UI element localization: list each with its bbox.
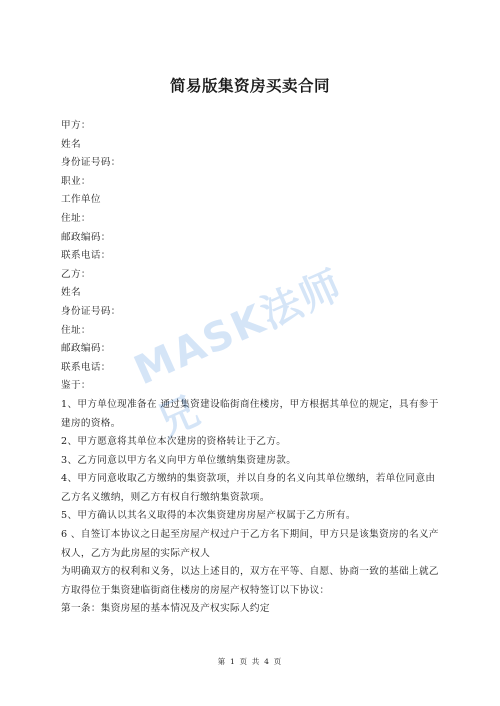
document-title: 简易版集资房买卖合同 [169,77,330,95]
party-b-phone: 联系电话： [61,361,111,373]
clause-3: 3、乙方同意以甲方名义向甲方单位缴纳集资建房款。 [61,454,297,466]
party-a-name: 姓名 [61,138,81,150]
purpose-statement: 为明确双方的权利和义务，以达上述目的，双方在平等、自愿、协商一致的基础上就乙方取得位于集资建临街商住楼房的房屋产权特签订以下协议： [61,566,439,596]
party-a-id: 身份证号码： [61,157,121,169]
party-b-id: 身份证号码： [61,305,121,317]
party-a-heading: 甲方： [61,120,91,131]
clause-5: 5、甲方确认以其名义取得的本次集资建房房屋产权属于乙方所有。 [61,510,356,522]
party-b-name: 姓名 [61,287,81,299]
watermark-text: MASK法师兄 [127,261,350,447]
party-a-phone: 联系电话： [61,250,111,262]
party-b-heading: 乙方： [61,268,91,280]
page-number: 第 1 页 共 4 页 [217,657,283,666]
party-a-address: 住址： [61,212,91,224]
party-b-postcode: 邮政编码： [61,343,111,355]
document-body [61,117,445,619]
clause-2: 2、甲方愿意将其单位本次建房的资格转让于乙方。 [61,436,287,448]
party-a-postcode: 邮政编码： [61,231,111,243]
article-1-heading: 第一条：集资房屋的基本情况及产权实际人约定 [61,603,270,615]
clause-6: 6 、自签订本协议之日起至房屋产权过户于乙方名下期间，甲方只是该集资房的名义产权人，乙方为此房屋的实际产权人 [61,529,439,559]
clause-1: 1、甲方单位现准备在 通过集资建设临街商住楼房，甲方根据其单位的规定，具有参于建房的资格。 [61,398,439,429]
whereas-heading: 鉴于： [61,380,91,392]
party-a-occupation: 职业： [61,175,91,187]
party-a-employer: 工作单位 [61,194,101,206]
party-b-address: 住址： [61,324,91,336]
clause-4: 4、甲方同意收取乙方缴纳的集资款项，并以自身的名义向其单位缴纳，若单位同意由乙方名义缴纳，则乙方有权自行缴纳集资款项。 [61,473,436,503]
